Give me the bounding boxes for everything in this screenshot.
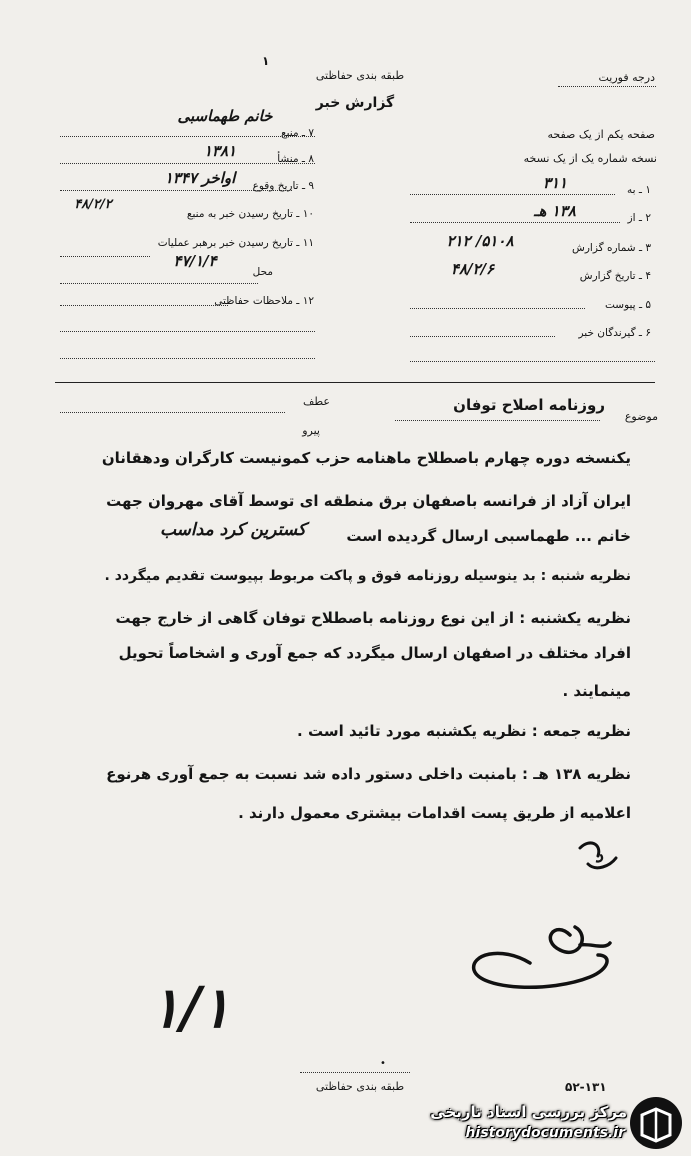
body-line-8: نظریه جمعه : نظریه یکشنبه مورد تائید است . bbox=[297, 722, 631, 740]
footer-dotted-line bbox=[300, 1072, 410, 1073]
dotted-line bbox=[60, 358, 315, 359]
dotted-line bbox=[60, 412, 285, 413]
field-recipients-label: ۶ ـ گیرندگان خبر bbox=[578, 327, 651, 339]
body-line-1: یکنسخه دوره چهارم باصطلاح ماهنامه حزب کمونیست کارگران ودهقانان bbox=[101, 449, 631, 467]
initial-mark: د bbox=[595, 846, 604, 867]
body-line-3: خانم ... طهماسبی ارسال گردیده است bbox=[346, 527, 631, 545]
body-line-5: نظریه یکشنبه : از این نوع روزنامه باصطلاح توفان گاهی از خارج جهت bbox=[115, 609, 631, 627]
body-line-4: نظریه شنبه : بد ینوسیله روزنامه فوق و پاکت مربوط بپیوست تقدیم میگردد . bbox=[104, 568, 631, 584]
copy-info: نسخه شماره یک از یک نسخه bbox=[523, 152, 657, 165]
body-line-6: افراد مختلف در اصفهان ارسال میگردد که جمع آوری و اشخاصاً تحویل bbox=[118, 644, 631, 662]
classification-top: طبقه بندی حفاظتی bbox=[315, 69, 405, 82]
field-occurrence-label: ۹ ـ تاریخ وقوع bbox=[252, 180, 314, 192]
dotted-line bbox=[395, 420, 600, 421]
subject-label: موضوع bbox=[624, 410, 658, 423]
dotted-line bbox=[410, 222, 620, 223]
field-report-date-label: ۴ ـ تاریخ گزارش bbox=[579, 270, 651, 282]
dotted-line bbox=[60, 136, 315, 137]
field-from-label: ۲ ـ از bbox=[627, 212, 651, 224]
field-report-date-value: ۴۸/۲/۶ bbox=[450, 260, 495, 278]
dotted-line bbox=[60, 283, 258, 284]
field-received-ops-label: ۱۱ ـ تاریخ رسیدن خبر برهبر عملیات bbox=[157, 237, 314, 249]
field-occurrence-value: اواخر ۱۳۴۷ bbox=[164, 169, 236, 187]
body-line-9: نظریه ۱۳۸ هـ : بامنبت داخلی دستور داده شد نسبت به جمع آوری هرنوع bbox=[106, 765, 631, 783]
peyro-label: پیرو bbox=[302, 424, 320, 437]
body-line-3-handwritten: کسترین کرد مداسب bbox=[159, 520, 306, 540]
field-location-label: محل bbox=[252, 266, 273, 278]
dotted-line bbox=[410, 308, 585, 309]
field-to-label: ۱ ـ به bbox=[627, 184, 651, 196]
field-report-number-value: ۵۱۰۸/ ۲۱۲ bbox=[446, 232, 514, 250]
dotted-line bbox=[410, 194, 615, 195]
field-to-value: ۳۱۱ bbox=[542, 174, 568, 192]
field-origin-value: ۱۳۸۱ bbox=[203, 142, 237, 160]
field-location-value: ۴۷/۱/۴ bbox=[173, 252, 217, 270]
signature bbox=[460, 915, 630, 1005]
handwritten-initial-scribble bbox=[570, 836, 630, 886]
dotted-line bbox=[60, 190, 292, 191]
page-info: صفحه یکم از یک صفحه bbox=[547, 128, 655, 141]
watermark-logo-icon bbox=[630, 1097, 682, 1149]
field-attachment-label: ۵ ـ پیوست bbox=[604, 299, 651, 311]
watermark-title: مرکز بررسی اسناد تاریخی bbox=[430, 1103, 627, 1121]
handwritten-number: ۱/۱ bbox=[150, 975, 231, 1041]
dotted-line bbox=[60, 256, 150, 257]
dotted-line bbox=[60, 331, 315, 332]
field-source-value: خانم طهماسبی bbox=[177, 107, 273, 125]
body-line-10: اعلامیه از طریق پست اقدامات بیشتری معمول دارند . bbox=[238, 804, 631, 822]
watermark-url: historydocuments.ir bbox=[465, 1125, 625, 1141]
field-from-value: ۱۳۸ هـ bbox=[534, 202, 576, 220]
dotted-line bbox=[60, 163, 315, 164]
section-divider bbox=[55, 382, 655, 383]
page-number: ١ bbox=[262, 54, 270, 68]
dotted-line bbox=[60, 305, 228, 306]
footer-mark: • bbox=[380, 1058, 386, 1069]
classification-bottom: طبقه بندی حفاظتی bbox=[315, 1080, 405, 1093]
field-received-source-value: ۴۸/۲/۲ bbox=[74, 197, 112, 212]
field-security-notes-label: ۱۲ ـ ملاحظات حفاظتی bbox=[214, 295, 314, 307]
body-line-7: مینمایند . bbox=[562, 682, 631, 700]
body-line-2: ایران آزاد از فرانسه باصفهان برق منطقه ای توسط آقای مهروان جهت bbox=[106, 492, 631, 510]
dotted-line bbox=[410, 336, 555, 337]
priority-label: درجه فوریت bbox=[598, 71, 655, 84]
document-title: گزارش خبر bbox=[315, 95, 395, 111]
form-code: ۵۲-۱۳۱ bbox=[565, 1080, 607, 1094]
field-received-source-label: ۱۰ ـ تاریخ رسیدن خبر به منبع bbox=[186, 208, 314, 220]
field-origin-label: ۸ ـ منشأ bbox=[277, 153, 314, 165]
dotted-line bbox=[410, 361, 655, 362]
priority-dotted-line bbox=[558, 86, 656, 87]
atf-label: عطف bbox=[303, 395, 330, 408]
subject-value: روزنامه اصلاح توفان bbox=[453, 396, 605, 414]
field-report-number-label: ۳ ـ شماره گزارش bbox=[572, 242, 651, 254]
field-source-label: ۷ ـ منبع bbox=[281, 127, 314, 139]
